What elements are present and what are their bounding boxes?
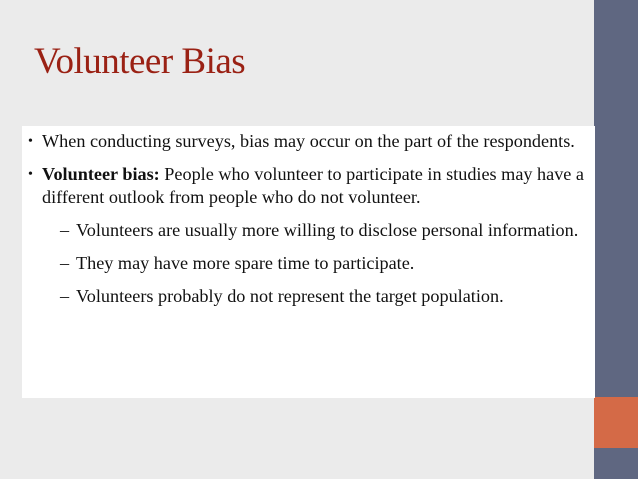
sub-bullet-text: Volunteers probably do not represent the target population. [76,286,504,306]
sub-bullet-marker: – [60,253,70,273]
bullet-text: People who volunteer to participate in studies may have a different outlook from people who do not volunteer. [42,164,584,207]
bullet-item [22,163,595,209]
sub-bullet-text: They may have more spare time to participate. [76,253,415,273]
bullet-marker: • [28,167,33,182]
sub-bullet-item [22,252,595,275]
bullet-list [22,130,595,318]
sub-bullet-text: Volunteers are usually more willing to disclose personal information. [76,220,579,240]
sub-bullet-item [22,219,595,242]
side-accent-block [594,397,638,448]
bullet-term: Volunteer bias: [42,164,160,184]
content-box [22,126,595,398]
sub-bullet-item [22,285,595,308]
sub-bullet-marker: – [60,286,70,306]
bullet-item [22,130,595,153]
sub-bullet-marker: – [60,220,70,240]
bullet-text: When conducting surveys, bias may occur on the part of the respondents. [42,131,575,151]
bullet-marker: • [28,134,33,149]
slide-title: Volunteer Bias [34,41,246,82]
